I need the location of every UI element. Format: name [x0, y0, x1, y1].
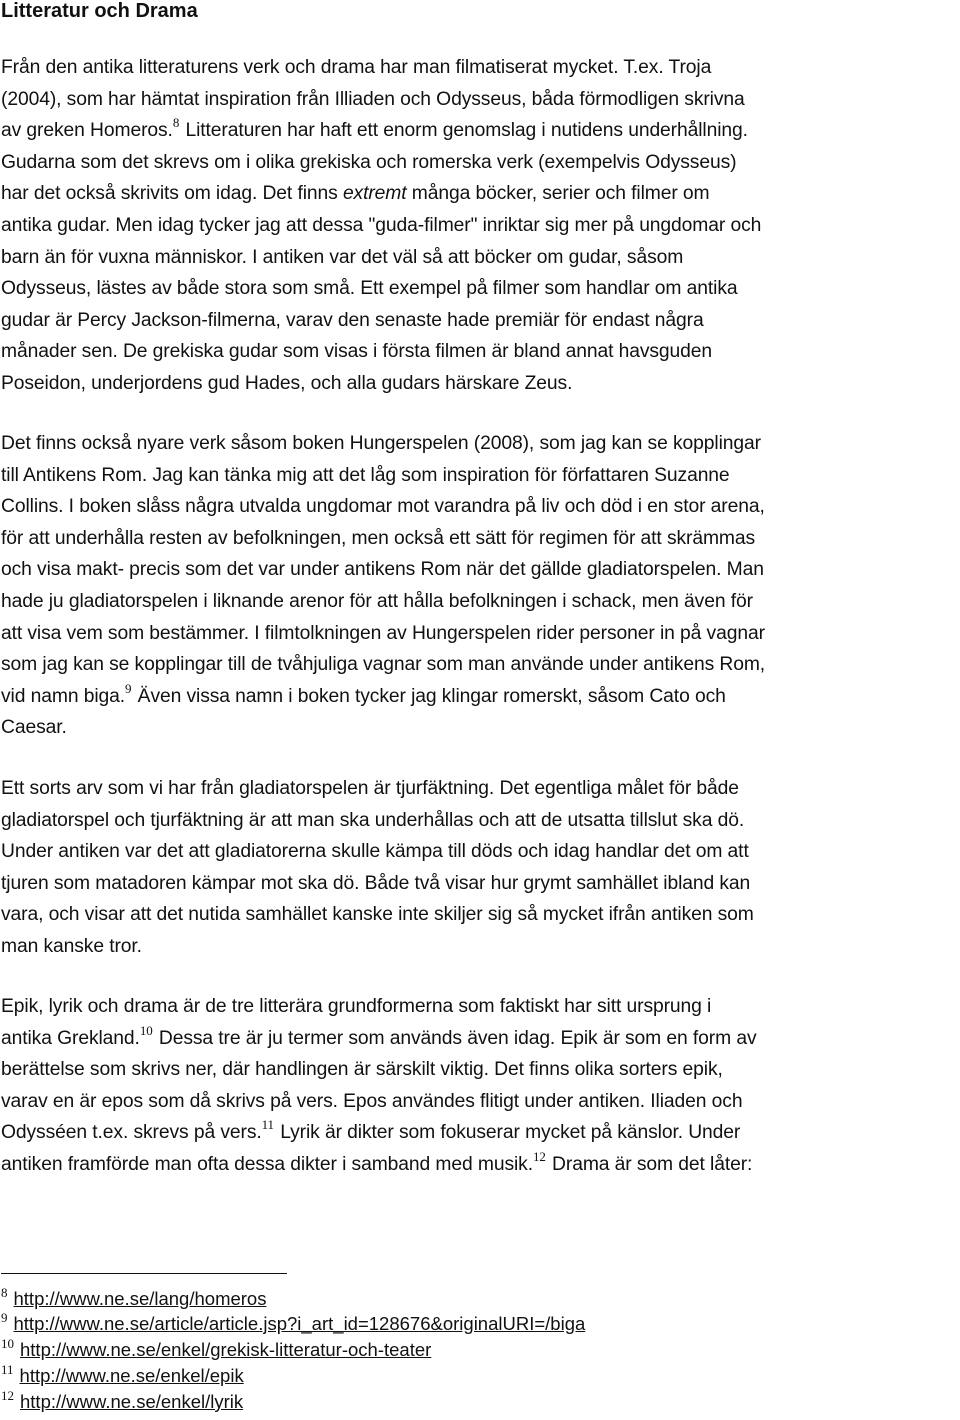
text-line: Under antiken var det att gladiatorerna skulle kämpa till döds och idag handlar det om att	[1, 841, 749, 863]
footnote-number: 9	[1, 1310, 8, 1325]
footnote-12	[1, 1390, 243, 1416]
text-line: antika gudar. Men idag tycker jag att dessa "guda-filmer" inriktar sig mer på ungdomar och	[1, 214, 762, 236]
text-line: Collins. I boken slåss några utvalda ungdomar mot varandra på liv och död i en stor arena,	[1, 496, 765, 518]
text-line: Odysséen t.ex. skrevs på vers.$^{11}$ Lyrik är dikter som fokuserar mycket på känslor. Under	[1, 1117, 741, 1144]
paragraph-4	[1, 991, 957, 1181]
footnote-link[interactable]: http://www.ne.se/lang/homeros	[13, 1288, 267, 1309]
text-line: Epik, lyrik och drama är de tre litterära grundformerna som faktiskt har sitt ursprung i	[1, 996, 712, 1017]
text-line: Det finns också nyare verk såsom boken Hungerspelen (2008), som jag kan se kopplingar	[1, 433, 761, 454]
text-line: för att underhålla resten av befolkningen, men också ett sätt för regimen för att skrämmas	[1, 527, 756, 549]
text-line: vara, och visar att det nutida samhället kanske inte skiljer sig så mycket ifrån antiken som	[1, 904, 754, 926]
footnote-number: 11	[1, 1362, 14, 1377]
paragraph-3	[1, 773, 957, 963]
footnote-9	[1, 1312, 585, 1338]
footnote-link[interactable]: http://www.ne.se/enkel/lyrik	[20, 1391, 244, 1412]
text-line: varav en är epos som då skrivs på vers. Epos användes flitigt under antiken. Iliaden och	[1, 1090, 743, 1112]
text-line: barn än för vuxna människor. I antiken var det väl så att böcker om gudar, såsom	[1, 246, 684, 268]
text-line: Från den antika litteraturens verk och drama har man filmatiserat mycket. T.ex. Troja	[1, 57, 712, 78]
text-line: att visa vem som bestämmer. I filmtolkningen av Hungerspelen rider personer in på vagnar	[1, 622, 765, 644]
footnote-link[interactable]: http://www.ne.se/enkel/grekisk-litteratur-och-teater	[20, 1339, 432, 1360]
footnote-ref-10[interactable]: 10	[139, 1022, 153, 1038]
footnote-11	[1, 1364, 244, 1390]
text-line: antiken framförde man ofta dessa dikter i samband med musik.$^{12}$ Drama är som det låter:	[1, 1148, 753, 1175]
footnote-8	[1, 1287, 266, 1313]
text-line: Gudarna som det skrevs om i olika grekiska och romerska verk (exempelvis Odysseus)	[1, 151, 737, 173]
text-line: man kanske tror.	[1, 935, 142, 957]
text-line: Odysseus, lästes av både stora som små. Ett exempel på filmer som handlar om antika	[1, 278, 738, 300]
text-line: av greken Homeros.$^8$ Litteraturen har haft ett enorm genomslag i nutidens underhållning.	[1, 115, 748, 142]
page-title: Litteratur och Drama	[1, 0, 198, 22]
text-line: som jag kan se kopplingar till de tvåhjuliga vagnar som man använde under antikens Rom,	[1, 654, 766, 676]
footnote-link[interactable]: http://www.ne.se/article/article.jsp?i_art_id=128676&originalURI=/biga	[13, 1313, 586, 1334]
footnote-number: 8	[1, 1285, 8, 1300]
text-line: har det också skrivits om idag. Det finns extremt många böcker, serier och filmer om	[1, 183, 710, 205]
text-line: och visa makt- precis som det var under antikens Rom när det gällde gladiatorspelen. Man	[1, 559, 764, 581]
footnote-ref-8[interactable]: 8	[172, 115, 180, 131]
text-line: antika Grekland.$^{10}$ Dessa tre är ju termer som används även idag. Epik är som en form av	[1, 1022, 757, 1049]
emphasis: extremt	[342, 183, 407, 205]
footnote-ref-12[interactable]: 12	[532, 1148, 546, 1164]
footnote-number: 10	[1, 1336, 14, 1351]
footnote-divider	[1, 1273, 287, 1274]
footnote-ref-11[interactable]: 11	[261, 1117, 274, 1133]
footnote-link[interactable]: http://www.ne.se/enkel/epik	[19, 1365, 244, 1386]
text-line: Ett sorts arv som vi har från gladiatorspelen är tjurfäktning. Det egentliga målet för både	[1, 778, 739, 799]
text-line: till Antikens Rom. Jag kan tänka mig att det låg som inspiration för författaren Suzanne	[1, 464, 730, 486]
paragraph-1	[1, 52, 957, 400]
text-line: tjuren som matadoren kämpar mot ska dö. Både två visar hur grymt samhället ibland kan	[1, 872, 751, 894]
text-line: vid namn biga.$^9$ Även vissa namn i boken tycker jag klingar romerskt, såsom Cato och	[1, 680, 726, 707]
text-line: gudar är Percy Jackson-filmerna, varav den senaste hade premiär för endast några	[1, 309, 704, 331]
footnote-number: 12	[1, 1388, 14, 1403]
footnote-10	[1, 1338, 431, 1364]
text-line: Poseidon, underjordens gud Hades, och alla gudars härskare Zeus.	[1, 372, 573, 394]
text-line: månader sen. De grekiska gudar som visas i första filmen är bland annat havsguden	[1, 341, 713, 363]
text-line: gladiatorspel och tjurfäktning är att man ska underhållas och att de utsatta tillslut ska dö.	[1, 809, 745, 831]
text-line: berättelse som skrivs ner, där handlingen är särskilt viktig. Det finns olika sorters epik,	[1, 1059, 723, 1081]
paragraph-2	[1, 428, 957, 744]
text-line: (2004), som har hämtat inspiration från Illiaden och Odysseus, båda förmodligen skrivna	[1, 88, 745, 110]
text-line: hade ju gladiatorspelen i liknande arenor för att hålla befolkningen i schack, men även för	[1, 590, 753, 612]
text-line: Caesar.	[1, 717, 67, 739]
footnote-ref-9[interactable]: 9	[125, 680, 132, 696]
